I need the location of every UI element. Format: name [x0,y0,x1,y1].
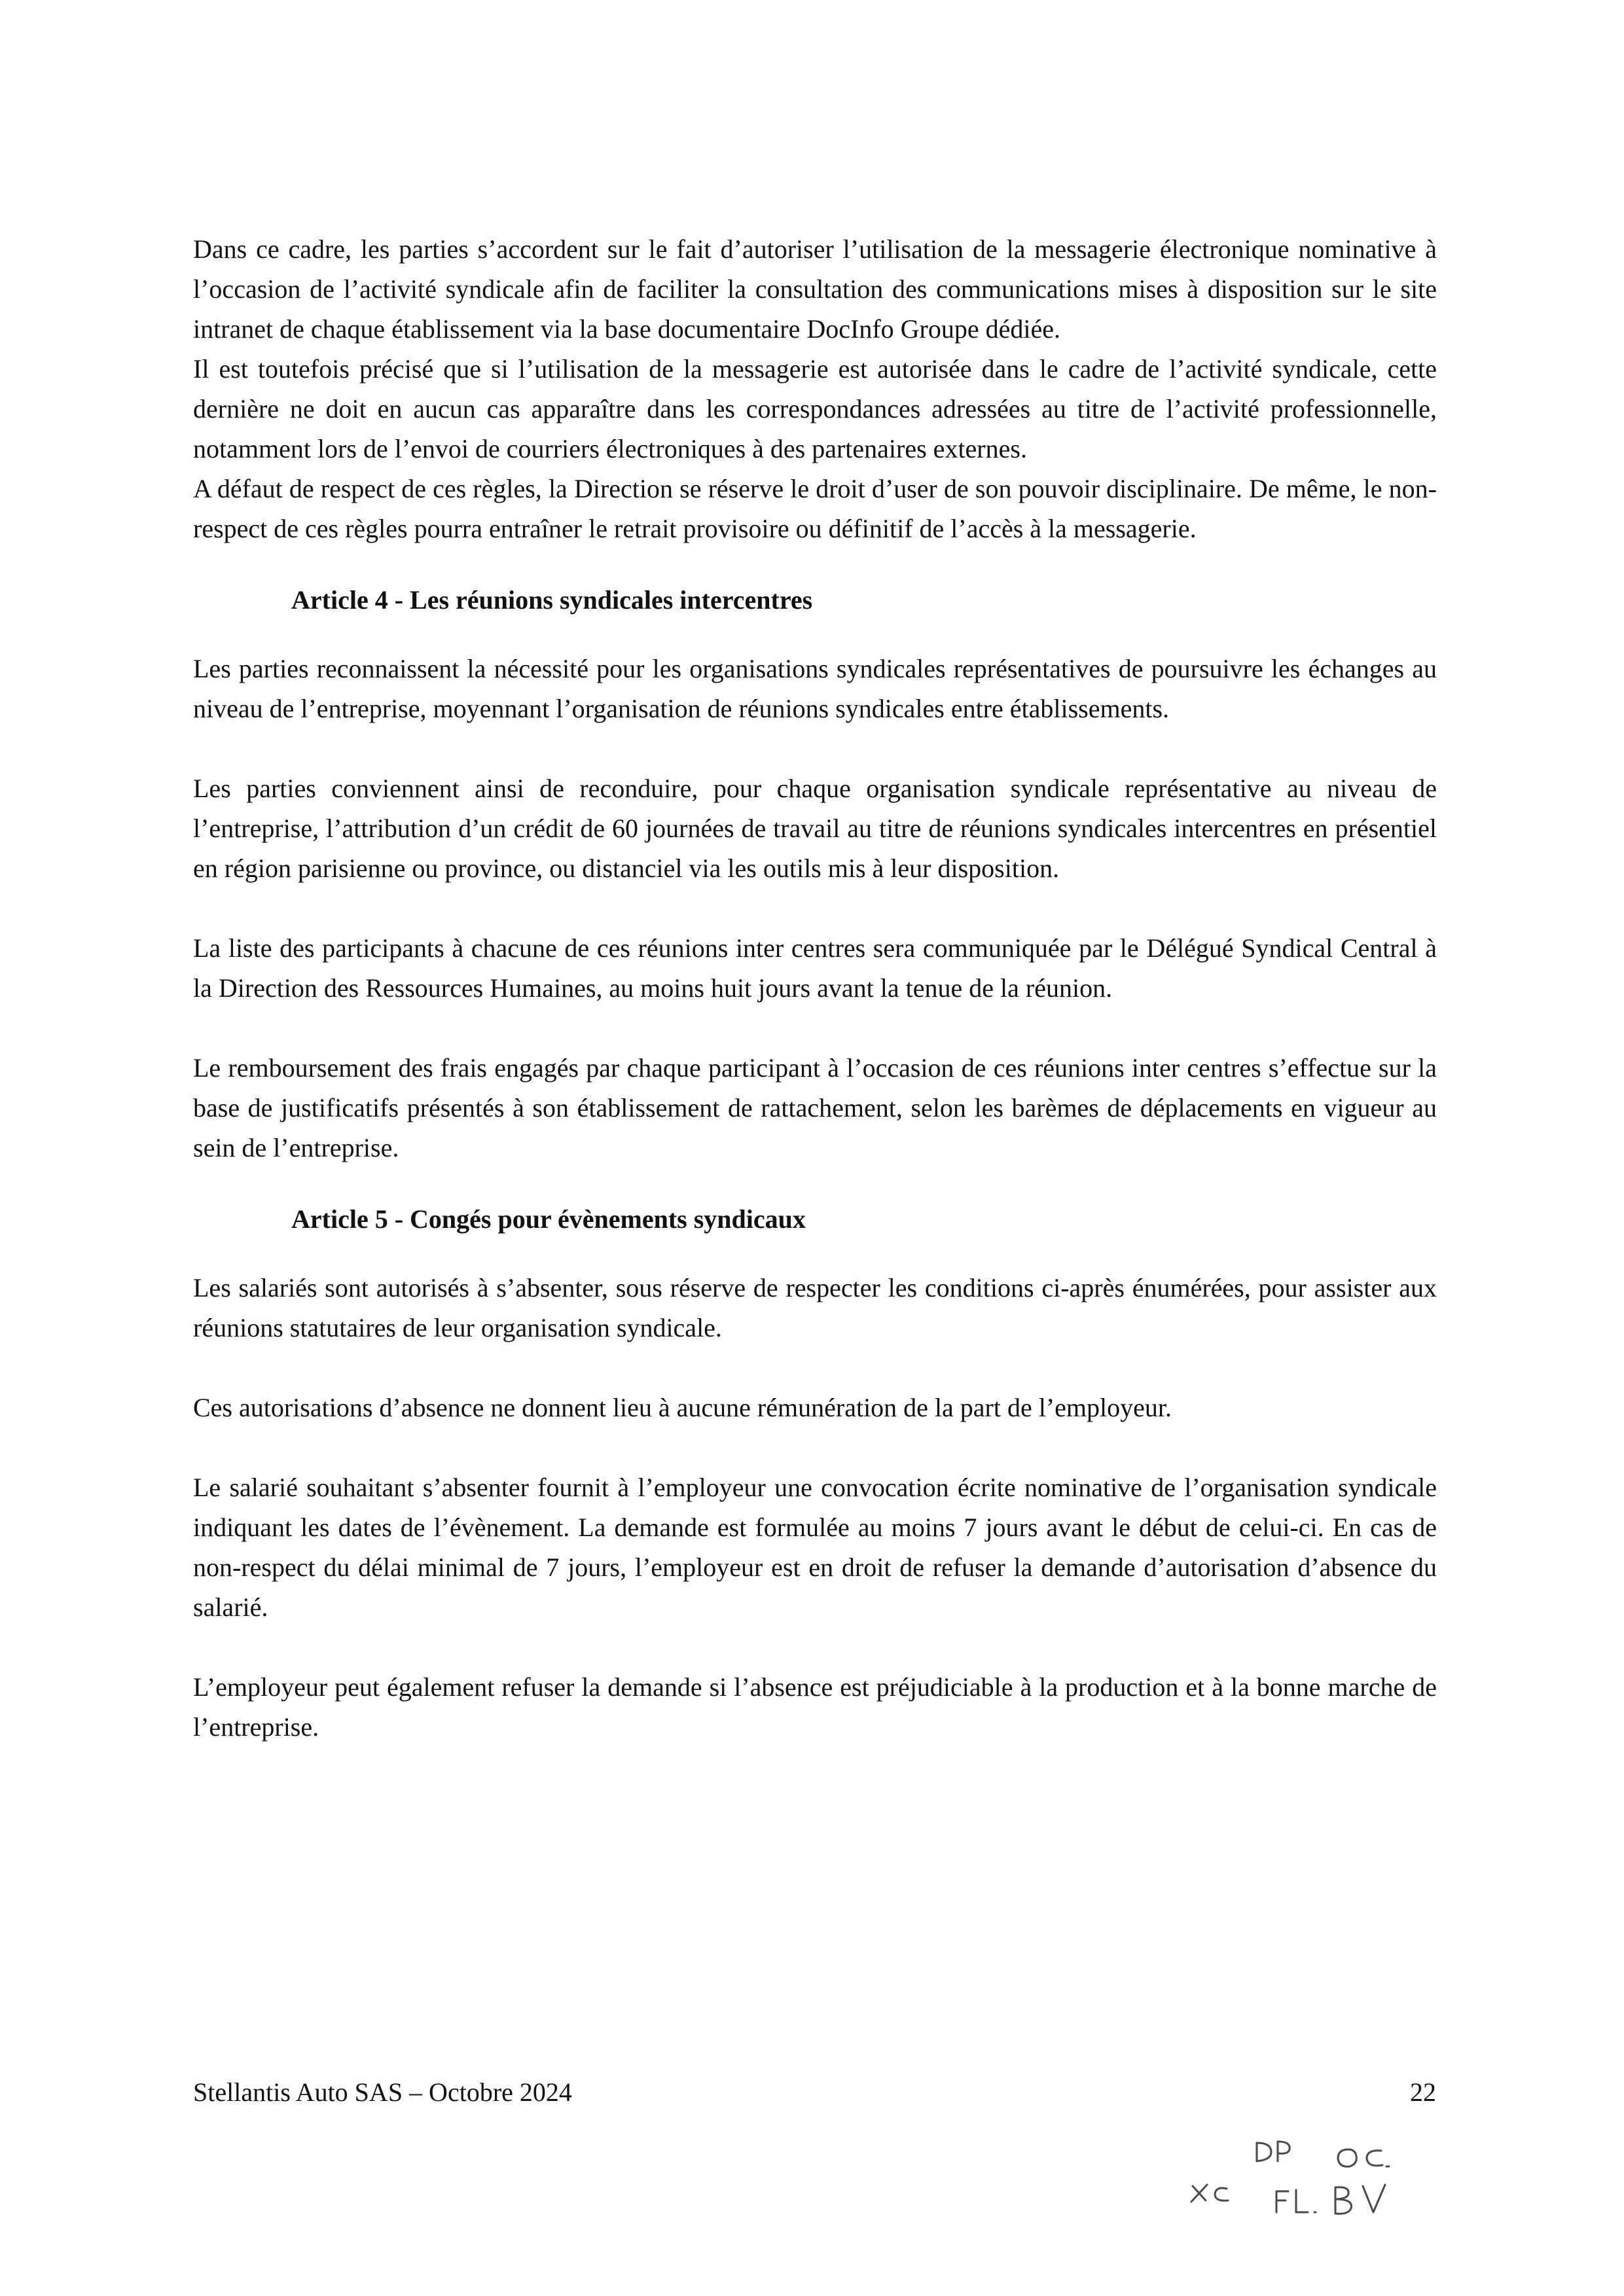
document-body [193,229,1437,1747]
article-4-heading: Article 4 - Les réunions syndicales intercentres [291,585,813,615]
paragraph: Le salarié souhaitant s’absenter fournit à l’employeur une convocation écrite nominative de l’organisation syndicale indiquant les dates de l’évènement. La demande est formulée au moins 7 jours avant le début de celui-ci. En cas de non-respect du délai minimal de 7 jours, l’employeur est en droit de refuser la demande d’autorisation d’absence du salarié. [193,1473,1437,1622]
paragraph: Il est toutefois précisé que si l’utilisation de la messagerie est autorisée dans le cadre de l’activité syndicale, cette dernière ne doit en aucun cas apparaître dans les correspondances adressées au titre de l’activité professionnelle, notamment lors de l’envoi de courriers électroniques à des partenaires externes. [193,354,1437,463]
initials-dp [1257,2142,1290,2161]
article-5-heading: Article 5 - Congés pour évènements syndicaux [291,1204,806,1234]
initials-bv [1335,2185,1385,2214]
footer-company-date: Stellantis Auto SAS – Octobre 2024 [193,2077,572,2107]
paragraph: Les parties reconnaissent la nécessité pour les organisations syndicales représentatives de poursuivre les échanges au niveau de l’entreprise, moyennant l’organisation de réunions syndicales entre établissements. [193,654,1437,723]
paragraph: La liste des participants à chacune de ces réunions inter centres sera communiquée par le Délégué Syndical Central à la Direction des Ressources Humaines, au moins huit jours avant la tenue de la réunion. [193,933,1437,1003]
paragraph: Les parties conviennent ainsi de reconduire, pour chaque organisation syndicale représentative au niveau de l’entreprise, l’attribution d’un crédit de 60 journées de travail au titre de réunions syndicales intercentres en présentiel en région parisienne ou province, ou distanciel via les outils mis à leur disposition. [193,774,1437,883]
paragraph: Le remboursement des frais engagés par chaque participant à l’occasion de ces réunions inter centres s’effectue sur la base de justificatifs présentés à son établissement de rattachement, selon les barèmes de déplacements en vigueur au sein de l’entreprise. [193,1053,1437,1162]
paragraph: Dans ce cadre, les parties s’accordent sur le fait d’autoriser l’utilisation de la messagerie électronique nominative à l’occasion de l’activité syndicale afin de faciliter la consultation des communications mises à disposition sur le site intranet de chaque établissement via la base documentaire DocInfo Groupe dédiée. [193,234,1437,344]
paragraph: Les salariés sont autorisés à s’absenter, sous réserve de respecter les conditions ci-après énumérées, pour assister aux réunions statutaires de leur organisation syndicale. [193,1273,1437,1342]
initials-xc [1191,2185,1228,2202]
paragraph: Ces autorisations d’absence ne donnent lieu à aucune rémunération de la part de l’employeur. [193,1393,1172,1422]
footer-page-number: 22 [1410,2077,1436,2107]
initials-oc [1338,2149,1389,2166]
initials-fl [1276,2190,1316,2212]
paragraph: L’employeur peut également refuser la demande si l’absence est préjudiciable à la production et à la bonne marche de l’entreprise. [193,1672,1437,1742]
paragraph: A défaut de respect de ces règles, la Direction se réserve le droit d’user de son pouvoir disciplinaire. De même, le non-respect de ces règles pourra entraîner le retrait provisoire ou définitif de l’accès à la messagerie. [193,474,1437,543]
handwritten-initials [1178,2121,1453,2232]
